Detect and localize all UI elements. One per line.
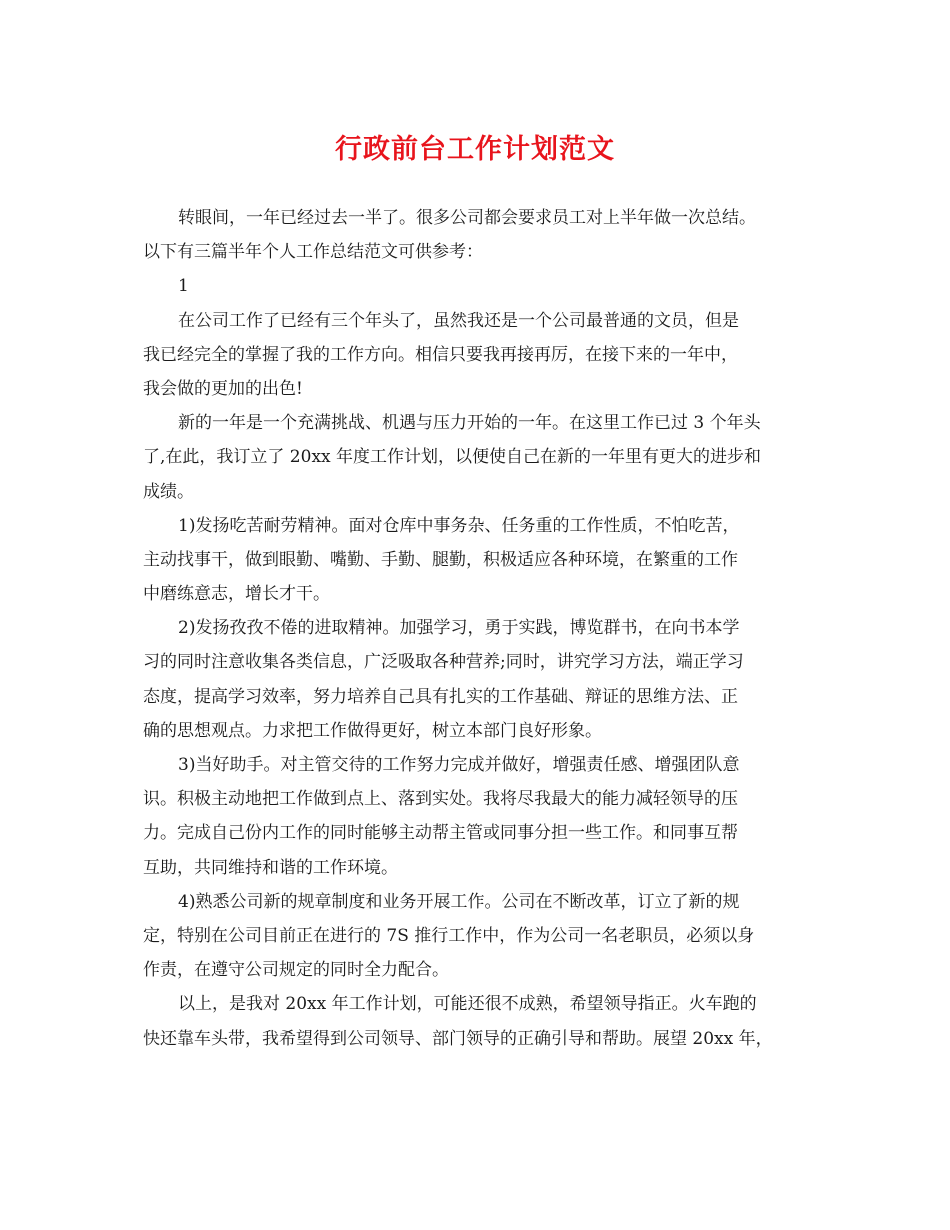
paragraph-line: 新的一年是一个充满挑战、机遇与压力开始的一年。在这里工作已过 3 个年头 <box>178 413 761 434</box>
paragraph-line: 1)发扬吃苦耐劳精神。面对仓库中事务杂、任务重的工作性质，不怕吃苦， <box>178 515 740 536</box>
paragraph-line: 快还靠车头带，我希望得到公司领导、部门领导的正确引导和帮助。展望 20xx 年， <box>143 1028 773 1049</box>
paragraph-line: 习的同时注意收集各类信息，广泛吸取各种营养;同时，讲究学习方法，端正学习 <box>143 652 744 673</box>
paragraph-line: 作责，在遵守公司规定的同时全力配合。 <box>143 960 449 981</box>
paragraph-line: 了,在此，我订立了 20xx 年度工作计划，以便使自己在新的一年里有更大的进步和 <box>143 447 762 468</box>
paragraph <box>143 885 815 988</box>
paragraph-line: 3)当好助手。对主管交待的工作努力完成并做好，增强责任感、增强团队意 <box>178 755 740 775</box>
paragraph-line: 转眼间，一年已经过去一半了。很多公司都会要求员工对上半年做一次总结。 <box>178 208 756 228</box>
document-title: 行政前台工作计划范文 <box>335 134 615 165</box>
paragraph-line: 确的思想观点。力求把工作做得更好，树立本部门良好形象。 <box>143 720 602 741</box>
paragraph <box>143 509 815 612</box>
paragraph-line: 2)发扬孜孜不倦的进取精神。加强学习，勇于实践，博览群书，在向书本学 <box>178 618 740 639</box>
paragraph-line: 主动找事干，做到眼勤、嘴勤、手勤、腿勤，积极适应各种环境，在繁重的工作 <box>143 549 738 570</box>
paragraph-line: 以下有三篇半年个人工作总结范文可供参考： <box>143 242 483 263</box>
paragraph <box>143 201 815 269</box>
paragraph-line: 4)熟悉公司新的规章制度和业务开展工作。公司在不断改革，订立了新的规 <box>178 891 740 912</box>
paragraph-line: 力。完成自己份内工作的同时能够主动帮主管或同事分担一些工作。和同事互帮 <box>143 823 738 844</box>
paragraph-line: 在公司工作了已经有三个年头了，虽然我还是一个公司最普通的文员，但是 <box>178 310 739 331</box>
paragraph-line: 1 <box>178 276 189 297</box>
paragraph-line: 以上，是我对 20xx 年工作计划，可能还很不成熟，希望领导指正。火车跑的 <box>178 994 757 1015</box>
paragraph <box>143 304 815 407</box>
paragraph <box>143 269 815 303</box>
paragraph <box>143 406 815 509</box>
paragraph <box>143 611 815 748</box>
paragraph-line: 成绩。 <box>143 481 194 502</box>
paragraph-line: 识。积极主动地把工作做到点上、落到实处。我将尽我最大的能力减轻领导的压 <box>143 789 738 810</box>
document-body <box>143 201 815 1056</box>
paragraph-line: 定，特别在公司目前正在进行的 7S 推行工作中，作为公司一名老职员，必须以身 <box>143 925 755 946</box>
paragraph-line: 互助，共同维持和谐的工作环境。 <box>143 857 398 878</box>
paragraph-line: 我已经完全的掌握了我的工作方向。相信只要我再接再厉，在接下来的一年中， <box>143 344 738 365</box>
paragraph-line: 中磨练意志，增长才干。 <box>143 584 330 605</box>
paragraph <box>143 748 815 885</box>
paragraph-line: 我会做的更加的出色! <box>143 378 303 399</box>
paragraph-line: 态度，提高学习效率，努力培养自己具有扎实的工作基础、辩证的思维方法、正 <box>143 686 738 707</box>
paragraph <box>143 987 815 1055</box>
